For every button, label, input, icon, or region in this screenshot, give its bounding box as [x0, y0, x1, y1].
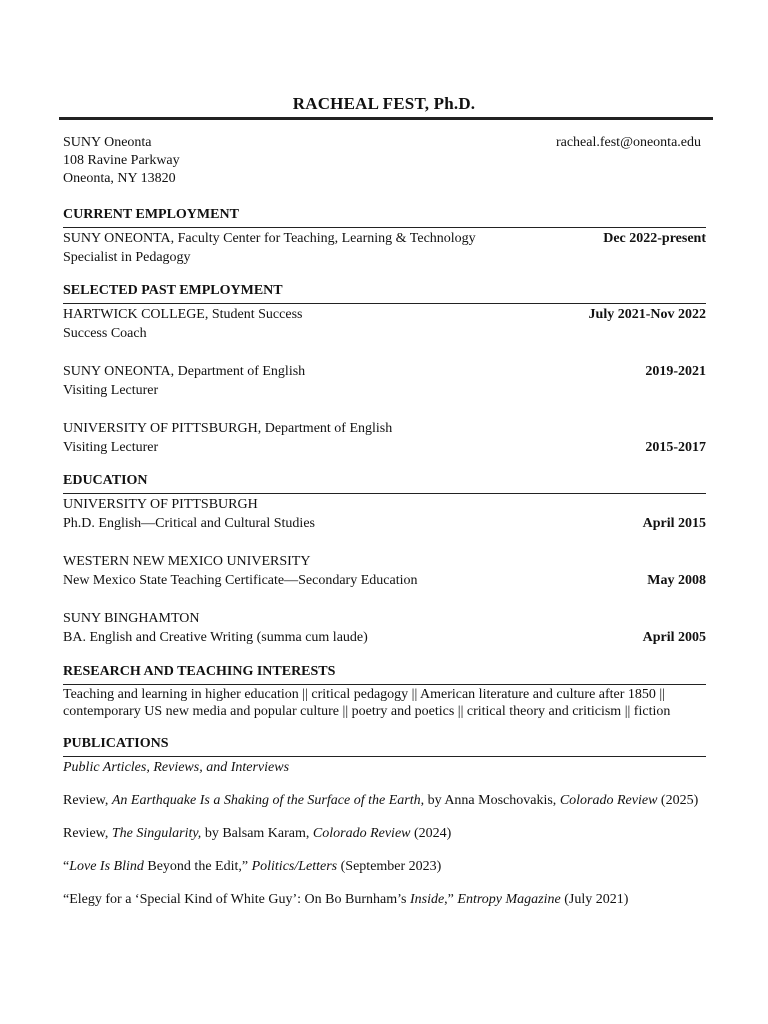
- pub-year: (September 2023): [337, 859, 442, 874]
- job-role: Specialist in Pedagogy: [63, 250, 191, 265]
- contact-institution: SUNY Oneonta: [63, 135, 152, 150]
- edu-degree: BA. English and Creative Writing (summa cum laude): [63, 630, 368, 645]
- edu-date: April 2015: [642, 516, 706, 531]
- section-heading: EDUCATION: [63, 473, 148, 488]
- interests-line: Teaching and learning in higher education || critical pedagogy || American literature and culture after 1850 ||: [63, 687, 666, 702]
- pub-year: (2024): [410, 826, 452, 841]
- edu-entry: [63, 628, 706, 647]
- publication-item: [63, 791, 706, 810]
- job-date: 2019-2021: [645, 364, 706, 379]
- section-divider: [63, 303, 706, 304]
- pub-year: (July 2021): [560, 892, 629, 907]
- pub-venue: Colorado Review: [312, 826, 411, 841]
- pub-title: Inside: [409, 892, 445, 907]
- job-org: SUNY ONEONTA, Faculty Center for Teaching, Learning & Technology: [63, 231, 476, 246]
- section-heading: CURRENT EMPLOYMENT: [63, 207, 239, 222]
- pub-text: Review,: [63, 826, 112, 841]
- publication-item: [63, 890, 706, 909]
- job-date: Dec 2022-present: [603, 231, 706, 246]
- title-divider: [59, 117, 713, 120]
- page-title: RACHEAL FEST, Ph.D.: [292, 94, 476, 113]
- current-employment-section: [63, 206, 706, 267]
- pub-text: “: [63, 859, 70, 874]
- job-entry: [63, 305, 706, 324]
- section-divider: [63, 684, 706, 685]
- edu-entry: [63, 514, 706, 533]
- job-date: 2015-2017: [645, 440, 706, 455]
- edu-degree: New Mexico State Teaching Certificate—Secondary Education: [63, 573, 418, 588]
- job-role: Visiting Lecturer: [63, 440, 159, 455]
- edu-school: WESTERN NEW MEXICO UNIVERSITY: [63, 554, 311, 569]
- job-date: July 2021-Nov 2022: [588, 307, 706, 322]
- pub-title: An Earthquake Is a Shaking of the Surface of the Earth: [111, 793, 421, 808]
- edu-degree: Ph.D. English—Critical and Cultural Studies: [63, 516, 315, 531]
- section-heading: PUBLICATIONS: [63, 736, 169, 751]
- contact-block: [63, 134, 705, 188]
- contact-email[interactable]: racheal.fest@oneonta.edu: [555, 135, 701, 150]
- job-org: HARTWICK COLLEGE, Student Success: [63, 307, 303, 322]
- publication-item: [63, 824, 706, 843]
- past-employment-section: [63, 282, 706, 457]
- section-divider: [63, 756, 706, 757]
- job-role: Success Coach: [63, 326, 147, 341]
- job-entry: [63, 362, 706, 381]
- contact-city: Oneonta, NY 13820: [63, 171, 176, 186]
- pub-text: , by Anna Moschovakis,: [420, 793, 560, 808]
- pub-text: Review,: [63, 793, 112, 808]
- job-entry: [63, 438, 706, 457]
- section-divider: [63, 493, 706, 494]
- edu-entry: [63, 571, 706, 590]
- pub-text: by Balsam Karam,: [201, 826, 313, 841]
- education-section: [63, 472, 706, 647]
- job-role: Visiting Lecturer: [63, 383, 159, 398]
- pub-venue: Entropy Magazine: [457, 892, 561, 907]
- pub-text: ,”: [444, 892, 458, 907]
- job-org: UNIVERSITY OF PITTSBURGH, Department of English: [63, 421, 393, 436]
- publication-item: [63, 857, 706, 876]
- section-divider: [63, 227, 706, 228]
- pub-title: Love Is Blind: [69, 859, 144, 874]
- edu-date: April 2005: [642, 630, 706, 645]
- edu-school: UNIVERSITY OF PITTSBURGH: [63, 497, 258, 512]
- job-org: SUNY ONEONTA, Department of English: [63, 364, 306, 379]
- publications-section: [63, 735, 706, 909]
- pub-venue: Politics/Letters: [251, 859, 338, 874]
- pub-text: Beyond the Edit,”: [143, 859, 252, 874]
- contact-street: 108 Ravine Parkway: [63, 153, 180, 168]
- section-heading: RESEARCH AND TEACHING INTERESTS: [63, 664, 336, 679]
- section-heading: SELECTED PAST EMPLOYMENT: [63, 283, 283, 298]
- pub-venue: Colorado Review: [559, 793, 658, 808]
- edu-date: May 2008: [647, 573, 706, 588]
- edu-school: SUNY BINGHAMTON: [63, 611, 200, 626]
- interests-line: contemporary US new media and popular culture || poetry and poetics || critical theory and criticism || fiction: [63, 704, 671, 719]
- pub-text: “Elegy for a ‘Special Kind of White Guy’: On Bo Burnham’s: [63, 892, 410, 907]
- publications-subheading: Public Articles, Reviews, and Interviews: [63, 760, 290, 775]
- job-entry: [63, 229, 706, 248]
- pub-year: (2025): [657, 793, 699, 808]
- interests-section: [63, 663, 706, 720]
- pub-title: The Singularity,: [111, 826, 202, 841]
